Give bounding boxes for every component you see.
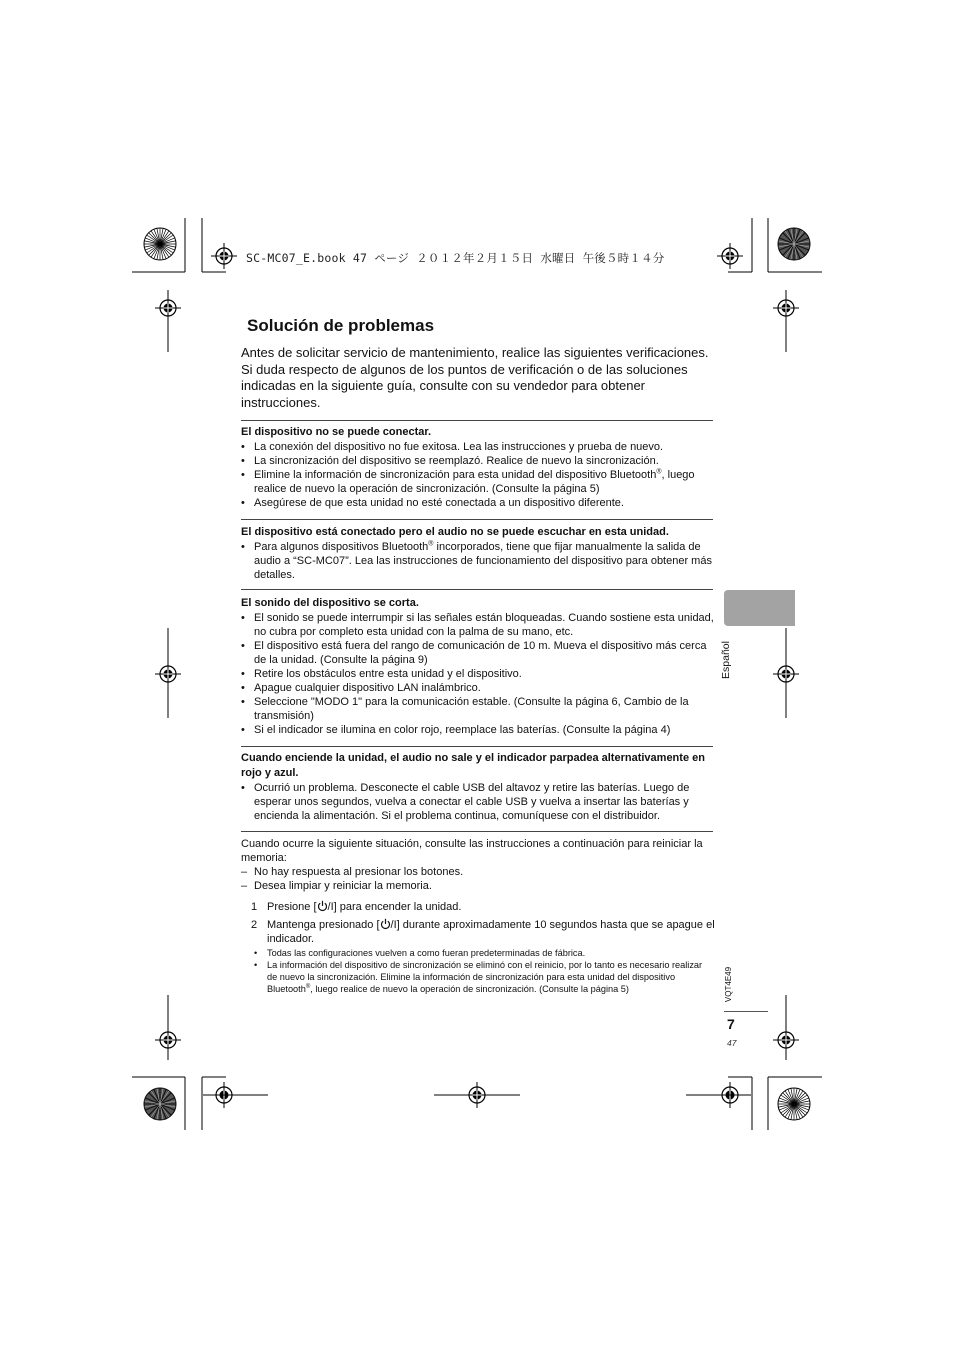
list-item: • Apague cualquier dispositivo LAN inalámbrico. bbox=[241, 681, 715, 695]
section-sound-cuts bbox=[241, 596, 715, 737]
section-indicator-blinks bbox=[241, 751, 715, 823]
registered-mark: ® bbox=[305, 983, 311, 990]
list-item: • El dispositivo está fuera del rango de comunicación de 10 m. Mueva el dispositivo más cerca de la unidad. (Consulte la página 9) bbox=[241, 639, 715, 667]
section-heading: El dispositivo está conectado pero el audio no se puede escuchar en esta unidad. bbox=[241, 526, 669, 538]
list-item: • Asegúrese de que esta unidad no esté conectada a un dispositivo diferente. bbox=[241, 496, 715, 510]
step-text-tail: /I] para encender la unidad. bbox=[327, 901, 462, 913]
item-text-tail: , luego realice de nuevo la operación de sincronización. (Consulte la página 5) bbox=[254, 469, 695, 495]
list-item: • Ocurrió un problema. Desconecte el cable USB del altavoz y retire las baterías. Luego de esperar unos segundos, vuelva a conectar el cable USB y vuelva a insertar las baterías y encienda la alimentación. Si el problema continua, comuníquese con el distribuidor. bbox=[241, 781, 715, 823]
section-heading: El dispositivo no se puede conectar. bbox=[241, 426, 432, 438]
step-2 bbox=[251, 918, 715, 946]
section-cannot-connect bbox=[241, 425, 715, 510]
step-1 bbox=[251, 900, 715, 914]
step-text: Mantenga presionado [ bbox=[267, 919, 380, 931]
note-text-tail: , luego realice de nuevo la operación de sincronización. (Consulte la página 5) bbox=[310, 984, 629, 994]
reset-steps bbox=[251, 900, 715, 950]
step-number: 1 bbox=[251, 901, 258, 913]
intro-paragraph: Antes de solicitar servicio de mantenimiento, realice las siguientes verificaciones. Si duda respecto de algunos de los puntos de verificación o de las soluciones indicadas en la siguiente guía, consulte con su vendedor para obtener instrucciones. bbox=[241, 345, 709, 410]
document-code-text: VQT4E49 bbox=[724, 966, 734, 1003]
list-item: • La sincronización del dispositivo se reemplazó. Realice de nuevo la sincronización. bbox=[241, 454, 715, 468]
reset-notes bbox=[254, 947, 714, 995]
dash-item: – No hay respuesta al presionar los botones. bbox=[241, 865, 715, 879]
document-code bbox=[724, 966, 738, 1006]
note-text: La información del dispositivo de sincronización se eliminó con el reinicio, por lo tanto es necesario realizar de nuevo la sincronización. Elimine la información de sincronización para esta unidad del dispositivo Bluetooth bbox=[267, 960, 703, 994]
section-no-audio bbox=[241, 525, 715, 582]
section-reset-memory bbox=[241, 837, 715, 893]
section-divider bbox=[241, 589, 713, 590]
section-divider bbox=[241, 831, 713, 832]
list-item: • Retire los obstáculos entre esta unidad y el dispositivo. bbox=[241, 667, 715, 681]
note-item bbox=[254, 959, 714, 995]
reset-intro: Cuando ocurre la siguiente situación, consulte las instrucciones a continuación para reiniciar la memoria: bbox=[241, 838, 703, 864]
step-number: 2 bbox=[251, 919, 258, 931]
section-heading: El sonido del dispositivo se corta. bbox=[241, 597, 419, 609]
registered-mark: ® bbox=[428, 540, 434, 548]
list-item: • El sonido se puede interrumpir si las señales están bloqueadas. Cuando sostiene esta unidad, no cubra por completo esta unidad con la palma de su mano, etc. bbox=[241, 611, 715, 639]
item-text: Elimine la información de sincronización para esta unidad del dispositivo Bluetooth bbox=[254, 469, 657, 481]
dash-item: – Desea limpiar y reiniciar la memoria. bbox=[241, 879, 715, 893]
list-item bbox=[241, 468, 715, 496]
list-item bbox=[241, 540, 715, 582]
step-text: Presione [ bbox=[267, 901, 317, 913]
section-divider bbox=[241, 420, 713, 421]
book-page-number: 47 bbox=[727, 1038, 737, 1048]
list-item: • La conexión del dispositivo no fue exitosa. Lea las instrucciones y prueba de nuevo. bbox=[241, 440, 715, 454]
language-text: Español bbox=[719, 641, 732, 679]
section-divider bbox=[241, 746, 713, 747]
power-icon bbox=[380, 918, 391, 930]
item-text-tail: incorporados, tiene que fijar manualmente la salida de audio a “SC-MC07”. Lea las instrucciones de funcionamiento del dispositivo para obtener más detalles. bbox=[254, 541, 712, 581]
list-item: • Seleccione "MODO 1" para la comunicación estable. (Consulte la página 6, Cambio de la transmisión) bbox=[241, 695, 715, 723]
power-icon bbox=[317, 900, 328, 912]
page-number-divider bbox=[724, 1011, 768, 1012]
page-title: Solución de problemas bbox=[247, 316, 435, 335]
file-header-line: SC-MC07_E.book 47 ページ ２０１２年２月１５日 水曜日 午後５時１４分 bbox=[246, 251, 665, 265]
step-text-tail: /I] durante aproximadamente 10 segundos hasta que se apague el indicador. bbox=[267, 919, 715, 945]
section-heading: Cuando enciende la unidad, el audio no sale y el indicador parpadea alternativamente en rojo y azul. bbox=[241, 752, 705, 779]
registered-mark: ® bbox=[656, 468, 662, 476]
language-label bbox=[719, 637, 740, 687]
list-item: • Si el indicador se ilumina en color rojo, reemplace las baterías. (Consulte la página 4) bbox=[241, 723, 715, 737]
language-tab bbox=[724, 590, 795, 626]
note-item: • Todas las configuraciones vuelven a como fueran predeterminadas de fábrica. bbox=[254, 947, 714, 959]
section-divider bbox=[241, 519, 713, 520]
page-number: 7 bbox=[727, 1016, 735, 1032]
item-text: Para algunos dispositivos Bluetooth bbox=[254, 541, 429, 553]
